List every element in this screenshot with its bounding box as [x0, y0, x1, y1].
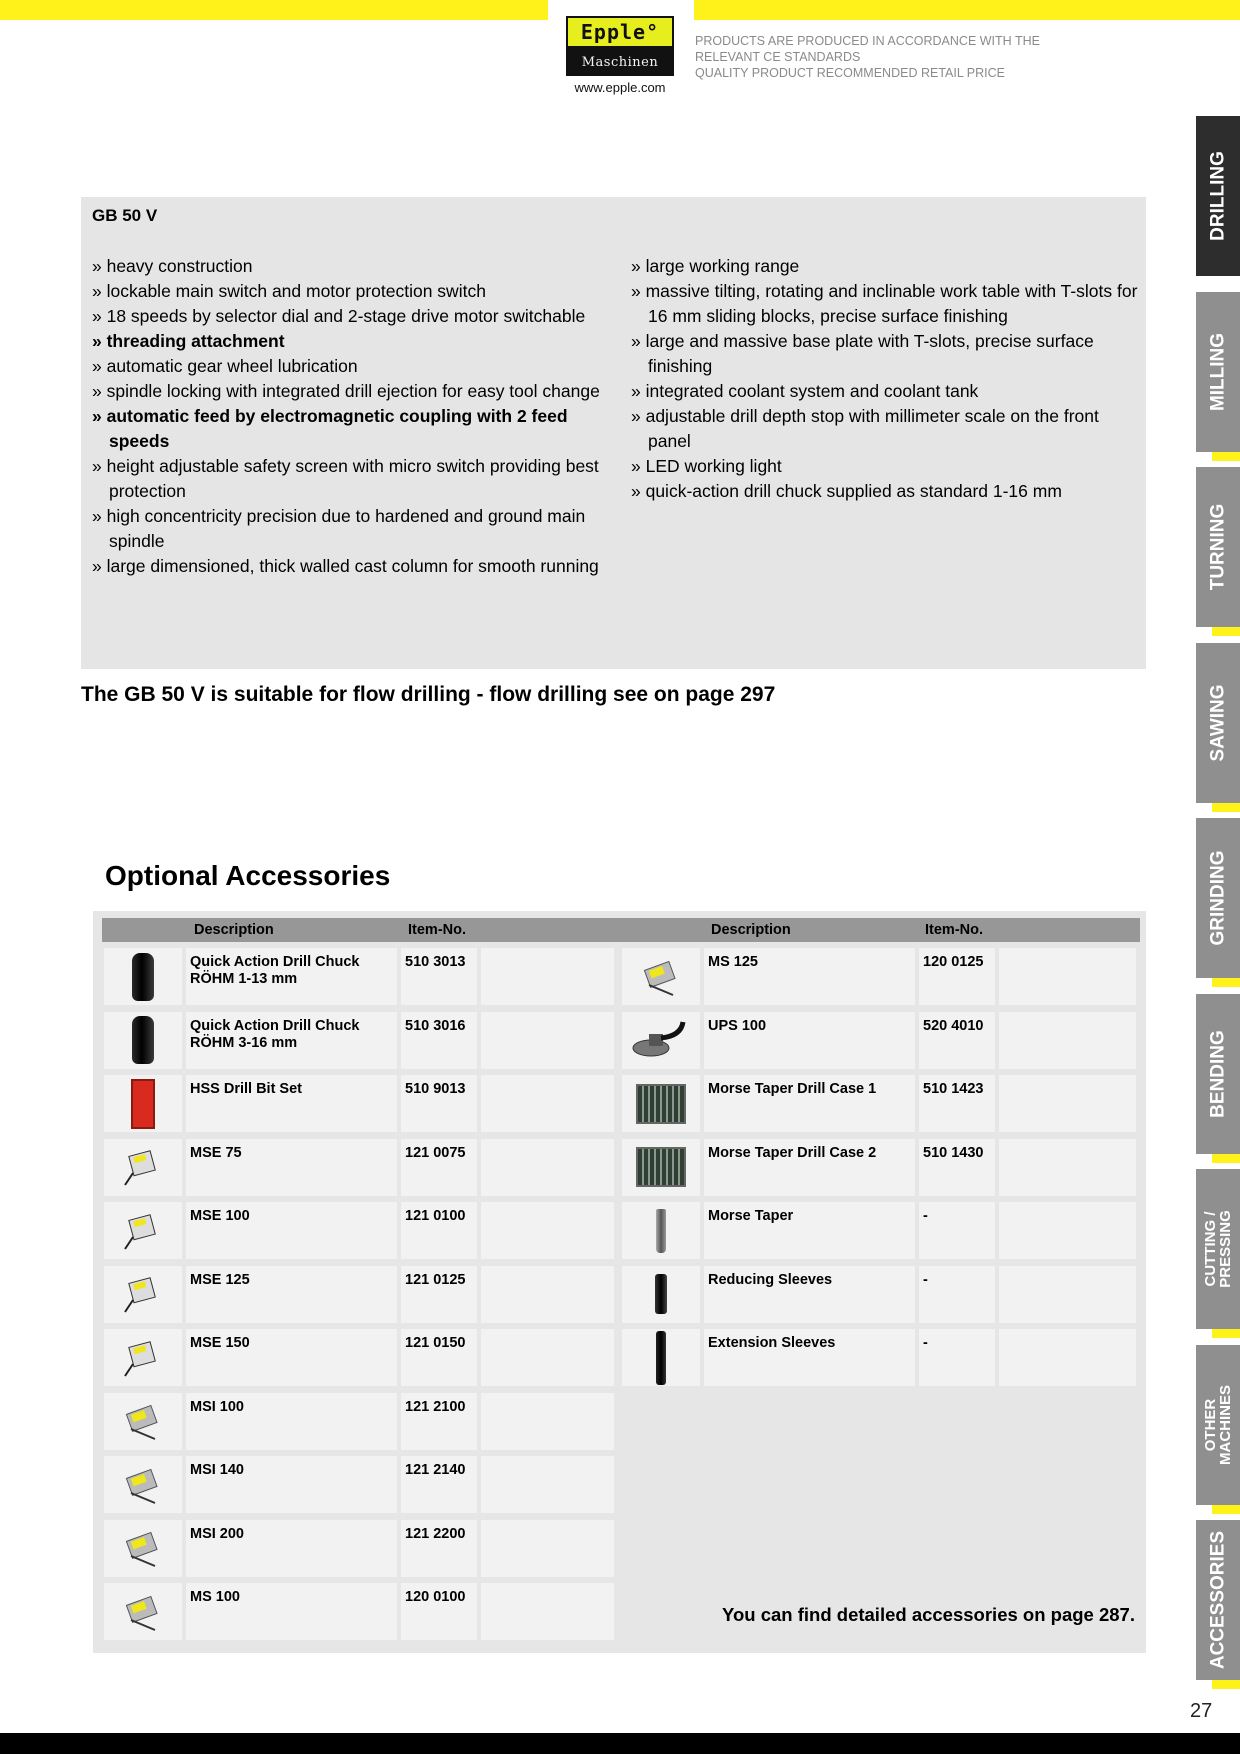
accessory-image-cell — [104, 948, 182, 1005]
tab-label: BENDING — [1207, 1029, 1229, 1118]
tab-accent-bar — [1212, 1505, 1240, 1514]
accessory-description: Morse Taper Drill Case 2 — [704, 1139, 915, 1196]
tab-drilling[interactable] — [1196, 116, 1240, 276]
accessory-image-cell — [104, 1266, 182, 1323]
accessory-blank-cell — [481, 1075, 614, 1132]
accessory-blank-cell — [999, 1075, 1136, 1132]
reducing-sleeve-icon — [655, 1274, 667, 1314]
col-description-left: Description — [194, 922, 274, 938]
accessory-item-number: 121 2100 — [401, 1393, 477, 1450]
tab-label: OTHER MACHINES — [1202, 1384, 1234, 1465]
feature-item: » threading attachment — [92, 331, 285, 351]
drill-case-icon — [636, 1147, 686, 1187]
feature-item: » integrated coolant system and coolant tank — [631, 381, 979, 401]
accessory-item-number: 510 3013 — [401, 948, 477, 1005]
feature-item: » adjustable drill depth stop with millimeter scale on the front panel — [631, 406, 1099, 451]
feature-list-right — [631, 254, 1141, 504]
accessory-blank-cell — [481, 1202, 614, 1259]
feature-item: » large dimensioned, thick walled cast column for smooth running — [92, 556, 599, 576]
page-number: 27 — [1190, 1700, 1213, 1722]
accessory-item-number: 510 9013 — [401, 1075, 477, 1132]
accessory-item-number: 121 0100 — [401, 1202, 477, 1259]
accessory-blank-cell — [999, 1329, 1136, 1386]
accessory-description: MSI 200 — [186, 1520, 397, 1577]
precision-vise-icon — [121, 1528, 165, 1568]
accessory-item-number: 121 2140 — [401, 1456, 477, 1513]
accessories-page-note: You can find detailed accessories on page 287. — [722, 1604, 1135, 1625]
accessory-description: MSI 140 — [186, 1456, 397, 1513]
feature-item: » height adjustable safety screen with micro switch providing best protection — [92, 456, 599, 501]
logo-sub-box — [566, 48, 674, 76]
accessory-description: MSE 150 — [186, 1329, 397, 1386]
machine-vise-icon — [121, 1147, 165, 1187]
feature-item: » automatic gear wheel lubrication — [92, 356, 358, 376]
accessory-item-number: - — [919, 1329, 995, 1386]
accessory-description: Extension Sleeves — [704, 1329, 915, 1386]
tab-cutting-pressing[interactable] — [1196, 1169, 1240, 1329]
accessory-image-cell — [104, 1139, 182, 1196]
accessory-image-cell — [104, 1012, 182, 1069]
col-item-right: Item-No. — [925, 922, 983, 938]
accessory-image-cell — [622, 1075, 700, 1132]
logo-sub: Maschinen — [581, 54, 659, 70]
drill-bit-set-icon — [131, 1079, 155, 1129]
accessory-blank-cell — [481, 1393, 614, 1450]
feature-item: » massive tilting, rotating and inclinable work table with T-slots for 16 mm sliding blocks, precise surface finishing — [631, 281, 1138, 326]
accessory-image-cell — [622, 1202, 700, 1259]
accessory-description: UPS 100 — [704, 1012, 915, 1069]
accessory-item-number: - — [919, 1266, 995, 1323]
tab-other-machines[interactable] — [1196, 1345, 1240, 1505]
accessory-image-cell — [104, 1075, 182, 1132]
accessory-image-cell — [104, 1520, 182, 1577]
logo-brand: Epple° — [580, 20, 660, 44]
ce-note — [695, 33, 1115, 81]
tab-bending[interactable] — [1196, 994, 1240, 1154]
bottom-black-bar — [0, 1733, 1240, 1754]
tab-label: MILLING — [1207, 332, 1229, 411]
ce-note-line: RELEVANT CE STANDARDS — [695, 50, 861, 64]
feature-item: » heavy construction — [92, 256, 253, 276]
top-yellow-bar-right — [694, 0, 1240, 20]
accessory-item-number: 510 1430 — [919, 1139, 995, 1196]
accessory-description: MSE 75 — [186, 1139, 397, 1196]
accessory-description: MSI 100 — [186, 1393, 397, 1450]
accessory-image-cell — [622, 1012, 700, 1069]
feature-item: » quick-action drill chuck supplied as standard 1-16 mm — [631, 481, 1062, 501]
feature-item: » high concentricity precision due to hardened and ground main spindle — [92, 506, 586, 551]
feature-item: » large and massive base plate with T-slots, precise surface finishing — [631, 331, 1094, 376]
accessory-description: Quick Action Drill Chuck RÖHM 3-16 mm — [186, 1012, 397, 1069]
feature-item: » automatic feed by electromagnetic coupling with 2 feed speeds — [92, 406, 568, 451]
accessory-item-number: 120 0100 — [401, 1583, 477, 1640]
accessory-item-number: 510 3016 — [401, 1012, 477, 1069]
accessory-blank-cell — [481, 948, 614, 1005]
accessory-description: MS 100 — [186, 1583, 397, 1640]
tab-accent-bar — [1212, 452, 1240, 461]
accessory-item-number: - — [919, 1202, 995, 1259]
accessory-description: MSE 100 — [186, 1202, 397, 1259]
accessory-blank-cell — [481, 1139, 614, 1196]
precision-vise-icon — [121, 1592, 165, 1632]
tab-turning[interactable] — [1196, 467, 1240, 627]
machine-vise-icon — [121, 1274, 165, 1314]
drill-chuck-icon — [132, 1016, 154, 1064]
accessory-description: Morse Taper Drill Case 1 — [704, 1075, 915, 1132]
tab-grinding[interactable] — [1196, 818, 1240, 978]
feature-item: » 18 speeds by selector dial and 2-stage drive motor switchable — [92, 306, 586, 326]
accessory-description: MSE 125 — [186, 1266, 397, 1323]
feature-item: » LED working light — [631, 456, 782, 476]
accessory-image-cell — [622, 1329, 700, 1386]
ce-note-line: QUALITY PRODUCT RECOMMENDED RETAIL PRICE — [695, 66, 1005, 80]
logo-url[interactable]: www.epple.com — [574, 80, 666, 95]
feature-item: » spindle locking with integrated drill ejection for easy tool change — [92, 381, 600, 401]
accessory-blank-cell — [481, 1329, 614, 1386]
accessory-blank-cell — [999, 1012, 1136, 1069]
tab-label: CUTTING / PRESSING — [1202, 1210, 1234, 1288]
accessory-blank-cell — [481, 1456, 614, 1513]
accessory-item-number: 520 4010 — [919, 1012, 995, 1069]
drill-chuck-icon — [132, 953, 154, 1001]
tab-accent-bar — [1212, 1680, 1240, 1689]
tab-label: SAWING — [1207, 683, 1229, 762]
epple-logo[interactable] — [566, 16, 674, 98]
accessory-item-number: 121 0125 — [401, 1266, 477, 1323]
accessory-blank-cell — [999, 948, 1136, 1005]
accessory-image-cell — [104, 1456, 182, 1513]
morse-taper-icon — [656, 1209, 666, 1253]
accessory-description: Reducing Sleeves — [704, 1266, 915, 1323]
accessory-blank-cell — [999, 1266, 1136, 1323]
accessories-table-header — [102, 918, 1140, 942]
accessory-description: Quick Action Drill Chuck RÖHM 1-13 mm — [186, 948, 397, 1005]
drill-case-icon — [636, 1084, 686, 1124]
machine-vise-icon — [121, 1211, 165, 1251]
tab-accent-bar — [1212, 627, 1240, 636]
tab-milling[interactable] — [1196, 292, 1240, 452]
machine-vise-icon — [121, 1338, 165, 1378]
accessory-blank-cell — [999, 1202, 1136, 1259]
col-description-right: Description — [711, 922, 791, 938]
flow-drilling-note: The GB 50 V is suitable for flow drilling - flow drilling see on page 297 — [81, 683, 776, 706]
accessory-blank-cell — [481, 1266, 614, 1323]
tab-accessories[interactable] — [1196, 1520, 1240, 1680]
accessory-description: Morse Taper — [704, 1202, 915, 1259]
tab-label: ACCESSORIES — [1207, 1530, 1229, 1670]
tab-accent-bar — [1212, 1329, 1240, 1338]
accessory-description: HSS Drill Bit Set — [186, 1075, 397, 1132]
accessory-blank-cell — [999, 1139, 1136, 1196]
accessory-item-number: 121 0150 — [401, 1329, 477, 1386]
ce-note-line: PRODUCTS ARE PRODUCED IN ACCORDANCE WITH THE — [695, 34, 1040, 48]
extension-sleeve-icon — [656, 1331, 666, 1385]
angle-grinder-icon — [631, 1018, 691, 1062]
tab-accent-bar — [1212, 803, 1240, 812]
accessory-image-cell — [622, 948, 700, 1005]
accessory-image-cell — [622, 1139, 700, 1196]
accessory-item-number: 510 1423 — [919, 1075, 995, 1132]
tab-label: TURNING — [1207, 503, 1229, 591]
col-item-left: Item-No. — [408, 922, 466, 938]
accessory-item-number: 120 0125 — [919, 948, 995, 1005]
tab-accent-bar — [1212, 1154, 1240, 1163]
feature-item: » lockable main switch and motor protection switch — [92, 281, 486, 301]
accessory-blank-cell — [481, 1012, 614, 1069]
accessory-description: MS 125 — [704, 948, 915, 1005]
accessory-blank-cell — [481, 1583, 614, 1640]
feature-item: » large working range — [631, 256, 800, 276]
accessory-image-cell — [104, 1329, 182, 1386]
accessory-item-number: 121 0075 — [401, 1139, 477, 1196]
tab-label: GRINDING — [1207, 850, 1229, 946]
accessory-item-number: 121 2200 — [401, 1520, 477, 1577]
tab-sawing[interactable] — [1196, 643, 1240, 803]
precision-vise-icon — [121, 1401, 165, 1441]
tab-accent-bar — [1212, 978, 1240, 987]
precision-vise-icon — [121, 1465, 165, 1505]
accessory-image-cell — [104, 1393, 182, 1450]
accessory-image-cell — [104, 1583, 182, 1640]
accessories-title: Optional Accessories — [105, 860, 391, 891]
accessory-image-cell — [622, 1266, 700, 1323]
tab-label: DRILLING — [1207, 151, 1229, 241]
feature-list-left — [92, 254, 622, 579]
top-yellow-bar-left — [0, 0, 548, 20]
model-title: GB 50 V — [92, 206, 158, 225]
accessory-blank-cell — [481, 1520, 614, 1577]
precision-vise-icon — [639, 957, 683, 997]
logo-brand-box — [566, 16, 674, 48]
accessory-image-cell — [104, 1202, 182, 1259]
